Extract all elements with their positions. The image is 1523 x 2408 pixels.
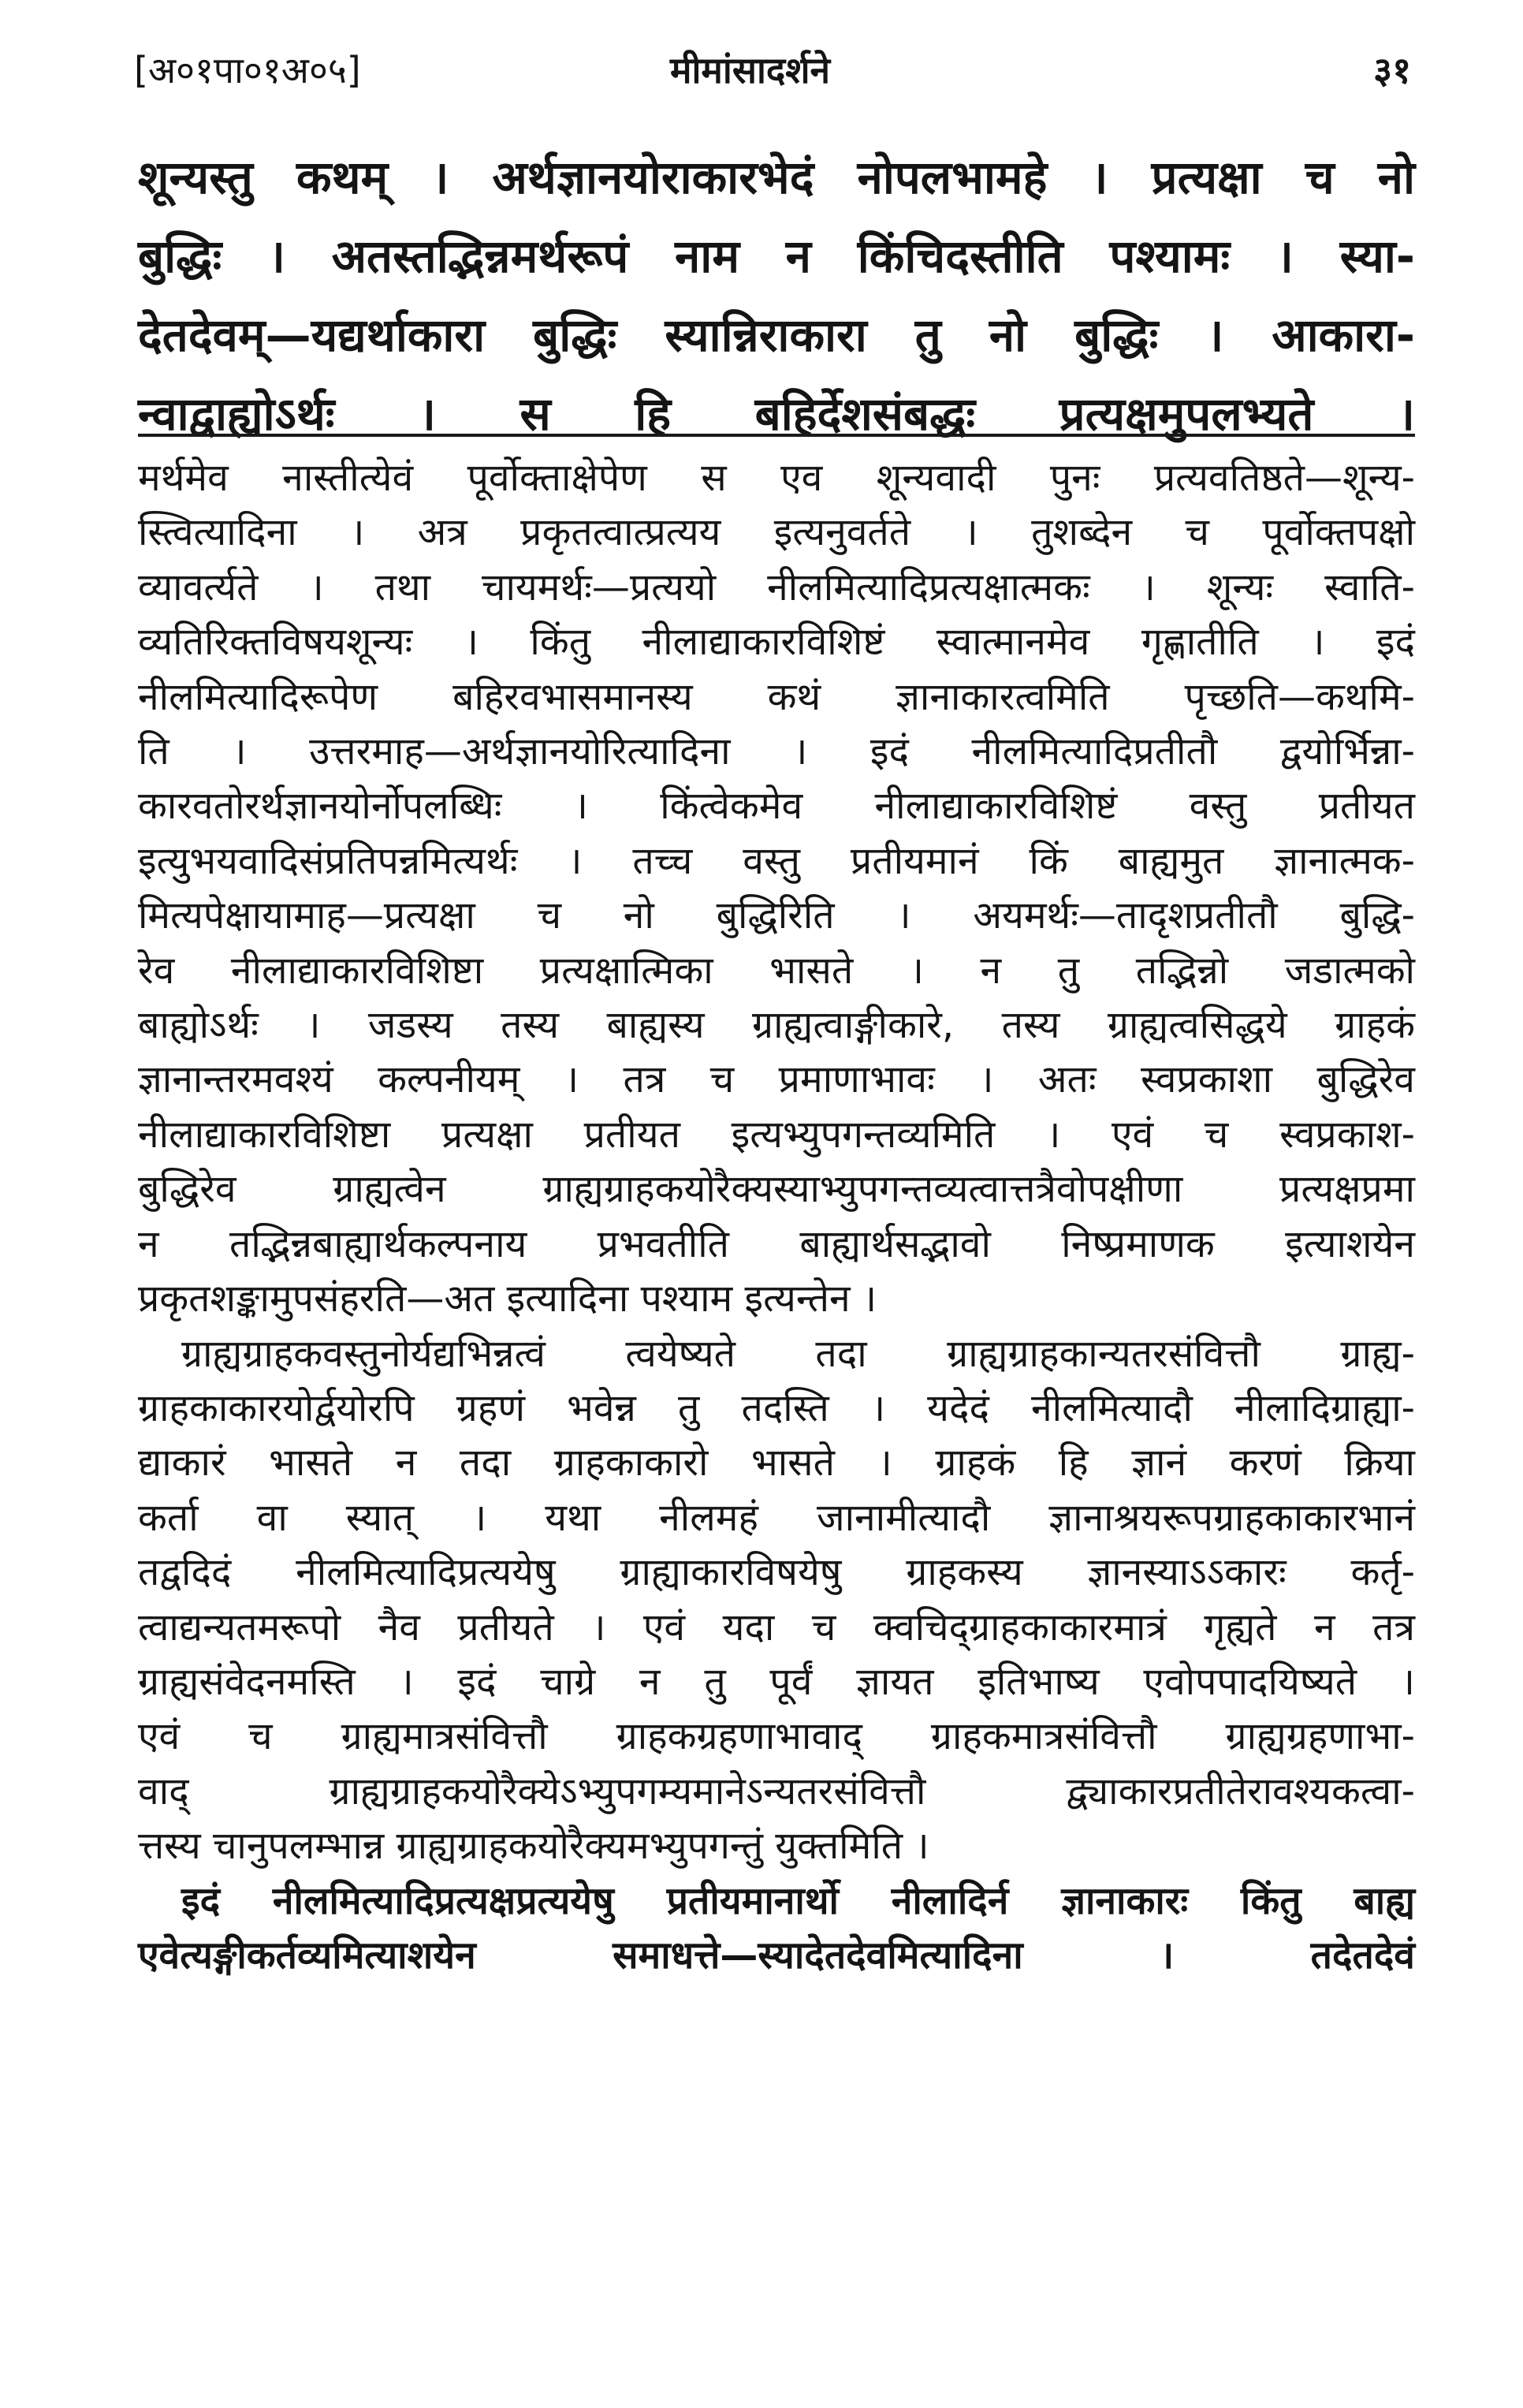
commentary-line: ग्राहकाकारयोर्द्वयोरपि ग्रहणं भवेन्न तु तदस्ति । यदेदं नीलमित्यादौ नीलादिग्राह्या- — [138, 1385, 1415, 1430]
commentary-line: व्यावर्त्यते । तथा चायमर्थः—प्रत्ययो नीलमित्यादिप्रत्यक्षात्मकः । शून्यः स्वाति- — [138, 565, 1415, 609]
commentary-line: एवेत्यङ्गीकर्तव्यमित्याशयेन समाधत्ते—स्यादेतदेवमित्यादिना । तदेतदेवं — [138, 1933, 1415, 1977]
commentary-line: एवं च ग्राह्यमात्रसंवित्तौ ग्राहकग्रहणाभावाद् ग्राहकमात्रसंवित्तौ ग्राह्यग्रहणाभा- — [138, 1714, 1415, 1759]
commentary-line: ति । उत्तरमाह—अर्थज्ञानयोरित्यादिना । इदं नीलमित्यादिप्रतीतौ द्वयोर्भिन्ना- — [138, 729, 1415, 774]
commentary-line: नीलमित्यादिरूपेण बहिरवभासमानस्य कथं ज्ञानाकारत्वमिति पृच्छति—कथमि- — [138, 674, 1415, 719]
section-reference: [अ०१पा०१अ०५] — [134, 49, 361, 91]
commentary-line: न तद्भिन्नबाह्यार्थकल्पनाय प्रभवतीति बाह्यार्थसद्भावो निष्प्रमाणक इत्याशयेन — [138, 1221, 1415, 1266]
commentary-line: त्तस्य चानुपलम्भान्न ग्राह्यग्राहकयोरैक्यमभ्युपगन्तुं युक्तमिति । — [138, 1824, 929, 1869]
commentary-line: बुद्धिरेव ग्राह्यत्वेन ग्राह्यग्राहकयोरैक्यस्याभ्युपगन्तव्यत्वात्तत्रैवोपक्षीणा प्रत्यक्षप्रमा — [138, 1167, 1415, 1212]
commentary-line: व्यतिरिक्तविषयशून्यः । किंतु नीलाद्याकारविशिष्टं स्वात्मानमेव गृह्णातीति । इदं — [138, 620, 1415, 665]
commentary-line: इदं नीलमित्यादिप्रत्यक्षप्रत्ययेषु प्रतीयमानार्थो नीलादिर्न ज्ञानाकारः किंतु बाह्य — [181, 1878, 1415, 1923]
commentary-line: रेव नीलाद्याकारविशिष्टा प्रत्यक्षात्मिका भासते । न तु तद्भिन्नो जडात्मको — [138, 948, 1415, 993]
commentary-line: इत्युभयवादिसंप्रतिपन्नमित्यर्थः । तच्च वस्तु प्रतीयमानं किं बाह्यमुत ज्ञानात्मक- — [138, 838, 1415, 883]
commentary-line: त्वाद्यन्यतमरूपो नैव प्रतीयते । एवं यदा च क्वचिद्ग्राहकाकारमात्रं गृह्यते न तत्र — [138, 1605, 1415, 1649]
commentary-line: कर्ता वा स्यात् । यथा नीलमहं जानामीत्यादौ ज्ञानाश्रयरूपग्राहकाकारभानं — [138, 1495, 1415, 1540]
commentary-line: ज्ञानान्तरमवश्यं कल्पनीयम् । तत्र च प्रमाणाभावः । अतः स्वप्रकाशा बुद्धिरेव — [138, 1057, 1415, 1102]
commentary-line: बाह्योऽर्थः । जडस्य तस्य बाह्यस्य ग्राह्यत्वाङ्गीकारे, तस्य ग्राह्यत्वसिद्धये ग्राहकं — [138, 1003, 1415, 1048]
separator-rule — [138, 434, 1415, 437]
commentary-line: ग्राह्यसंवेदनमस्ति । इदं चाग्रे न तु पूर्वं ज्ञायत इतिभाष्य एवोपपादयिष्यते । — [138, 1659, 1415, 1704]
commentary-line: स्त्वित्यादिना । अत्र प्रकृतत्वात्प्रत्यय इत्यनुवर्तते । तुशब्देन च पूर्वोक्तपक्षो — [138, 510, 1415, 555]
commentary-line: प्रकृतशङ्कामुपसंहरति—अत इत्यादिना पश्याम इत्यन्तेन । — [138, 1277, 877, 1321]
page-number: ३१ — [1373, 49, 1411, 91]
commentary-line: कारवतोरर्थज्ञानयोर्नोपलब्धिः । किंत्वेकमेव नीलाद्याकारविशिष्टं वस्तु प्रतीयत — [138, 784, 1415, 829]
main-line: देतदेवम्—यद्यर्थाकारा बुद्धिः स्यान्निराकारा तु नो बुद्धिः । आकारा- — [138, 308, 1415, 362]
commentary-line: मर्थमेव नास्तीत्येवं पूर्वोक्ताक्षेपेण स एव शून्यवादी पुनः प्रत्यवतिष्ठते—शून्य- — [138, 456, 1415, 500]
commentary-line: द्याकारं भासते न तदा ग्राहकाकारो भासते । ग्राहकं हि ज्ञानं करणं क्रिया — [138, 1441, 1415, 1485]
main-line: न्वाद्वाह्योऽर्थः । स हि बहिर्देशसंबद्धः प्रत्यक्षमुपलभ्यते । — [138, 387, 1415, 441]
commentary-line: ग्राह्यग्राहकवस्तुनोर्यद्यभिन्नत्वं त्वयेष्यते तदा ग्राह्यग्राहकान्यतरसंवित्तौ ग्राह्य- — [181, 1331, 1415, 1376]
running-header — [134, 35, 1411, 106]
commentary-text — [138, 451, 1415, 1983]
commentary-line: तद्वदिदं नीलमित्यादिप्रत्ययेषु ग्राह्याकारविषयेषु ग्राहकस्य ज्ञानस्याऽऽकारः कर्तृ- — [138, 1550, 1415, 1595]
bhashya-main-text — [138, 138, 1415, 453]
running-title: मीमांसादर्शने — [670, 49, 831, 91]
main-line: बुद्धिः । अतस्तद्भिन्नमर्थरूपं नाम न किंचिदस्तीति पश्यामः । स्या- — [138, 229, 1415, 283]
commentary-line: मित्यपेक्षायामाह—प्रत्यक्षा च नो बुद्धिरिति । अयमर्थः—तादृशप्रतीतौ बुद्धि- — [138, 893, 1415, 938]
main-line: शून्यस्तु कथम् । अर्थज्ञानयोराकारभेदं नोपलभामहे । प्रत्यक्षा च नो — [138, 151, 1415, 204]
commentary-line: वाद् ग्राह्यग्राहकयोरैक्येऽभ्युपगम्यमानेऽन्यतरसंवित्तौ द्व्याकारप्रतीतेरावश्यकत्वा- — [138, 1769, 1415, 1813]
commentary-line: नीलाद्याकारविशिष्टा प्रत्यक्षा प्रतीयत इत्यभ्युपगन्तव्यमिति । एवं च स्वप्रकाश- — [138, 1112, 1415, 1157]
